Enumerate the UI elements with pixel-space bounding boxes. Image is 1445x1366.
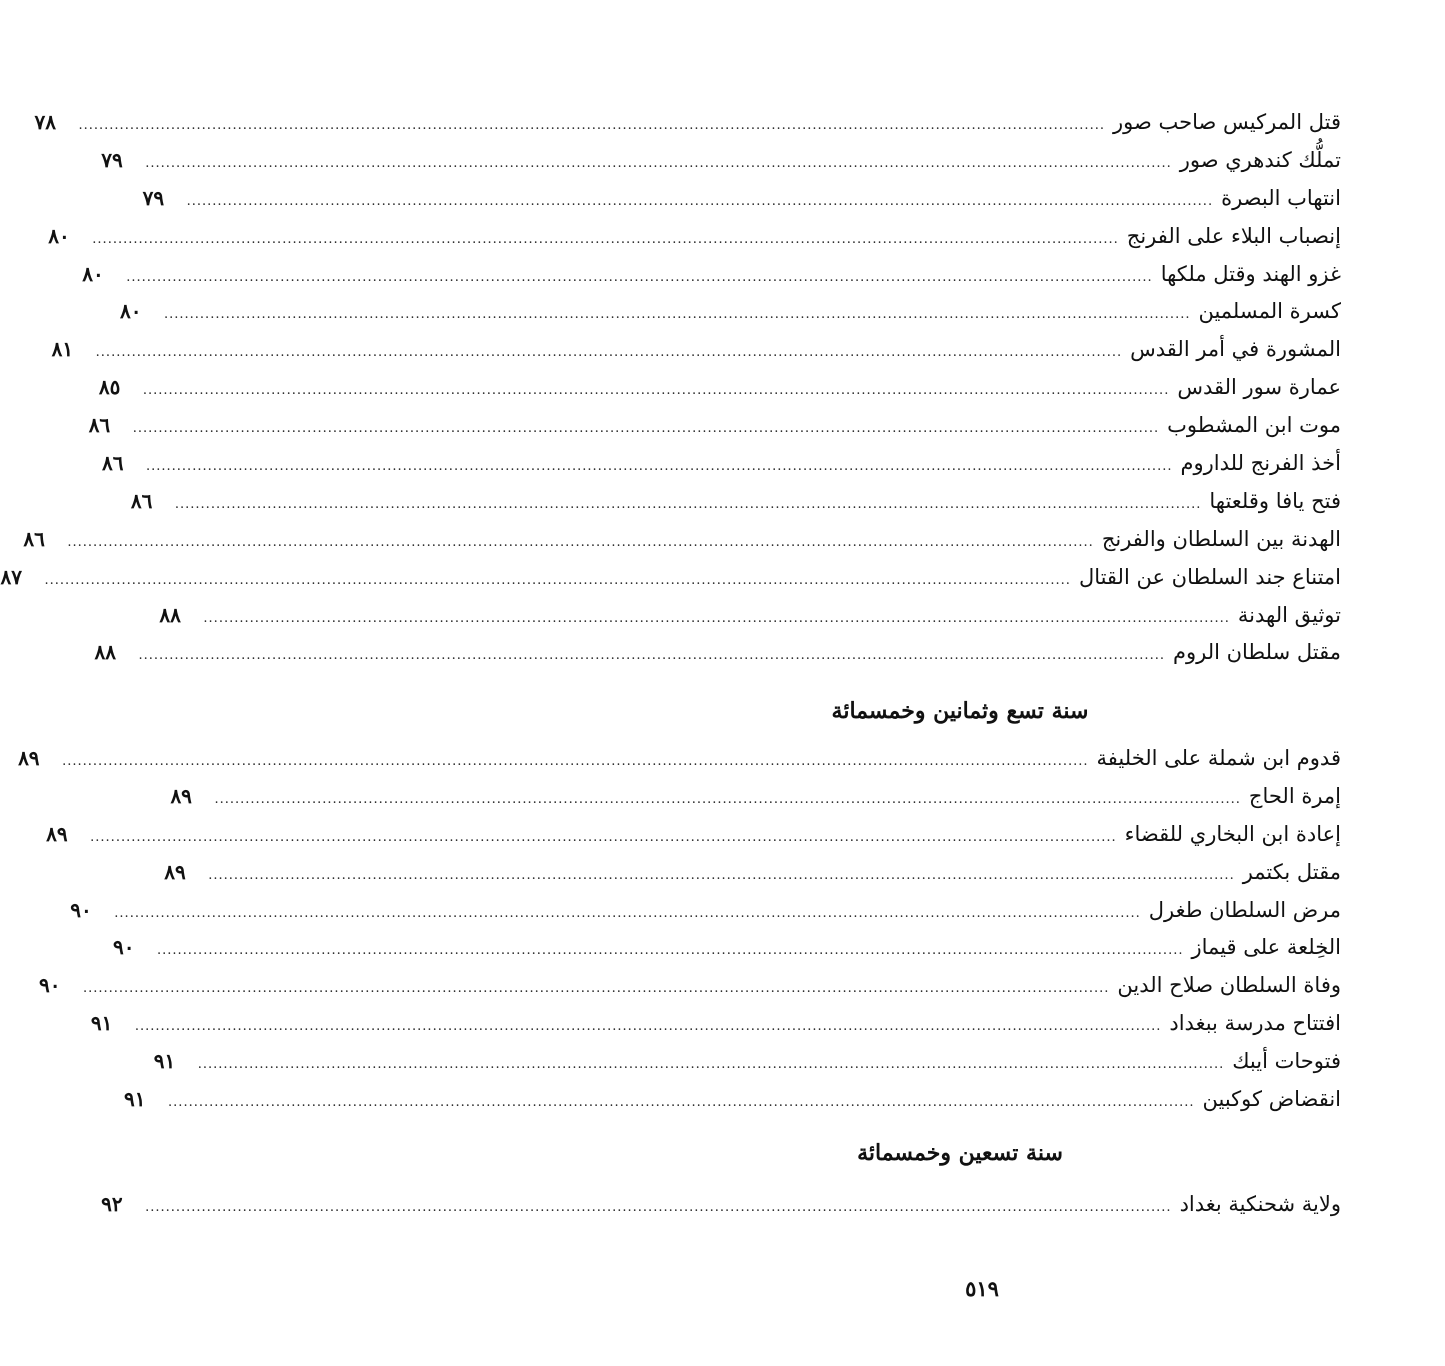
- toc-entry-page: ٨٨: [159, 602, 181, 627]
- dot-leader: ........................................................................................................................................................................................................: [90, 829, 1117, 845]
- dot-leader: ........................................................................................................................................................................................................: [208, 867, 1235, 883]
- toc-entry-page: ٨٦: [23, 526, 45, 551]
- toc-entry: [70, 892, 1341, 930]
- toc-entry-page: ٩٠: [70, 897, 92, 922]
- toc-entry-title: إمرة الحاج: [1248, 783, 1341, 808]
- toc-entry-page: ٩١: [124, 1087, 146, 1112]
- dot-leader: ........................................................................................................................................................................................................: [145, 155, 1172, 171]
- toc-entry: [51, 331, 1341, 369]
- toc-entry-title: أخذ الفرنج للداروم: [1180, 451, 1341, 476]
- toc-entry-page: ٩١: [153, 1049, 176, 1074]
- toc-entry-title: توثيق الهدنة: [1237, 602, 1341, 627]
- toc-entry-page: ٨٠: [120, 299, 142, 324]
- toc-entry: [164, 854, 1341, 892]
- toc-entry-title: فتوحات أيبك: [1232, 1049, 1341, 1074]
- dot-leader: ........................................................................................................................................................................................................: [95, 345, 1123, 361]
- dot-leader: ........................................................................................................................................................................................................: [174, 496, 1202, 512]
- toc-entry-title: غزو الهند وقتل ملكها: [1160, 261, 1341, 286]
- dot-leader: ........................................................................................................................................................................................................: [186, 193, 1214, 209]
- dot-leader: ........................................................................................................................................................................................................: [138, 648, 1165, 664]
- toc-entry-title: فتح يافا وقلعتها: [1209, 488, 1341, 513]
- toc-entry-page: ٧٨: [34, 110, 56, 134]
- toc-entry-title: إعادة ابن البخاري للقضاء: [1124, 821, 1341, 846]
- toc-entry-title: تملُّك كندهري صور: [1179, 147, 1341, 172]
- toc-entry-page: ٨٨: [94, 640, 116, 665]
- toc-entry-title: موت ابن المشطوب: [1167, 413, 1341, 438]
- toc-entry-page: ٧٩: [101, 147, 123, 172]
- toc-entry-title: انتهاب البصرة: [1221, 185, 1341, 210]
- toc-entry: [34, 104, 1341, 142]
- toc-entry-title: امتناع جند السلطان عن القتال: [1078, 564, 1341, 589]
- toc-entry-title: افتتاح مدرسة ببغداد: [1169, 1011, 1341, 1036]
- toc-entry-title: وفاة السلطان صلاح الدين: [1117, 973, 1341, 998]
- toc-entry: [142, 180, 1341, 218]
- dot-leader: ........................................................................................................................................................................................................: [44, 572, 1071, 588]
- dot-leader: ........................................................................................................................................................................................................: [145, 1200, 1172, 1215]
- toc-entry: [82, 256, 1341, 294]
- toc-entry: [124, 1081, 1341, 1119]
- toc-entry-page: ٨٦: [88, 413, 111, 438]
- toc-list: [0, 104, 1341, 672]
- toc-entry: [120, 293, 1341, 331]
- toc-entry-title: كسرة المسلمين: [1198, 299, 1341, 324]
- section-heading: سنة تسعين وخمسمائة: [857, 1140, 1063, 1166]
- toc-entry: [153, 1043, 1341, 1081]
- toc-entry-title: مقتل بكتمر: [1242, 859, 1341, 884]
- toc-entry-page: ٨٦: [102, 451, 124, 476]
- toc-entry-page: ٨١: [51, 337, 74, 362]
- toc-list: [101, 1186, 1341, 1224]
- toc-entry-page: ٨٩: [164, 859, 186, 884]
- toc-entry: [101, 142, 1341, 180]
- dot-leader: ........................................................................................................................................................................................................: [197, 1057, 1225, 1073]
- toc-entry-page: ٩١: [90, 1011, 113, 1036]
- dot-leader: ........................................................................................................................................................................................................: [146, 459, 1173, 475]
- toc-entry: [113, 929, 1341, 967]
- dot-leader: ........................................................................................................................................................................................................: [126, 269, 1153, 285]
- toc-entry: [130, 483, 1341, 521]
- toc-entry-title: الخِلعة على قيماز: [1191, 935, 1341, 960]
- toc-entry-page: ٩٠: [113, 935, 135, 960]
- toc-entry: [88, 407, 1341, 445]
- dot-leader: ........................................................................................................................................................................................................: [142, 383, 1170, 399]
- toc-entry-title: الهدنة بين السلطان والفرنج: [1101, 526, 1341, 551]
- toc-entry: [98, 369, 1341, 407]
- toc-entry-page: ٧٩: [142, 185, 165, 210]
- toc-entry-title: قتل المركيس صاحب صور: [1112, 110, 1341, 134]
- dot-leader: ........................................................................................................................................................................................................: [157, 943, 1184, 959]
- toc-entry-title: مقتل سلطان الروم: [1172, 640, 1341, 665]
- toc-entry: [18, 740, 1341, 778]
- page-number: ٥١٩: [965, 1276, 999, 1301]
- toc-entry-page: ٨٠: [48, 223, 70, 248]
- toc-entry: [102, 445, 1341, 483]
- toc-entry: [159, 597, 1341, 635]
- toc-entry-title: المشورة في أمر القدس: [1130, 337, 1341, 362]
- toc-entry: [23, 521, 1341, 559]
- section-heading: سنة تسع وثمانين وخمسمائة: [831, 698, 1089, 724]
- toc-entry-page: ٨٩: [170, 783, 192, 808]
- dot-leader: ........................................................................................................................................................................................................: [203, 610, 1230, 626]
- toc-entry: [94, 634, 1341, 672]
- dot-leader: ........................................................................................................................................................................................................: [92, 231, 1119, 247]
- toc-entry-page: ٨٥: [98, 375, 121, 400]
- dot-leader: ........................................................................................................................................................................................................: [78, 118, 1105, 133]
- dot-leader: ........................................................................................................................................................................................................: [134, 1019, 1162, 1035]
- dot-leader: ........................................................................................................................................................................................................: [214, 791, 1241, 807]
- toc-entry-page: ٨٧: [0, 564, 22, 589]
- toc-entry: [46, 816, 1341, 854]
- toc-entry-page: ٩٢: [101, 1192, 123, 1216]
- toc-entry-title: إنصباب البلاء على الفرنج: [1126, 223, 1341, 248]
- toc-entry-title: ولاية شحنكية بغداد: [1179, 1192, 1341, 1216]
- toc-entry: [38, 967, 1341, 1005]
- toc-entry: [101, 1186, 1341, 1224]
- dot-leader: ........................................................................................................................................................................................................: [62, 754, 1089, 769]
- toc-entry: [0, 559, 1341, 597]
- toc-entry-page: ٨٩: [18, 746, 40, 770]
- toc-entry-title: انقضاض كوكبين: [1202, 1087, 1341, 1112]
- dot-leader: ........................................................................................................................................................................................................: [114, 905, 1141, 921]
- dot-leader: ........................................................................................................................................................................................................: [67, 534, 1094, 550]
- toc-entry-page: ٨٦: [130, 488, 153, 513]
- toc-entry-page: ٨٠: [82, 261, 104, 286]
- dot-leader: ........................................................................................................................................................................................................: [82, 981, 1110, 997]
- toc-entry-page: ٨٩: [46, 821, 68, 846]
- toc-entry-title: عمارة سور القدس: [1177, 375, 1341, 400]
- toc-entry-title: مرض السلطان طغرل: [1148, 897, 1341, 922]
- toc-entry: [170, 778, 1341, 816]
- dot-leader: ........................................................................................................................................................................................................: [132, 421, 1160, 437]
- dot-leader: ........................................................................................................................................................................................................: [164, 307, 1191, 323]
- toc-entry-page: ٩٠: [38, 973, 61, 998]
- toc-entry-title: قدوم ابن شملة على الخليفة: [1096, 746, 1341, 770]
- toc-entry: [48, 218, 1341, 256]
- dot-leader: ........................................................................................................................................................................................................: [168, 1095, 1195, 1111]
- toc-list: [18, 740, 1341, 1119]
- toc-entry: [90, 1005, 1341, 1043]
